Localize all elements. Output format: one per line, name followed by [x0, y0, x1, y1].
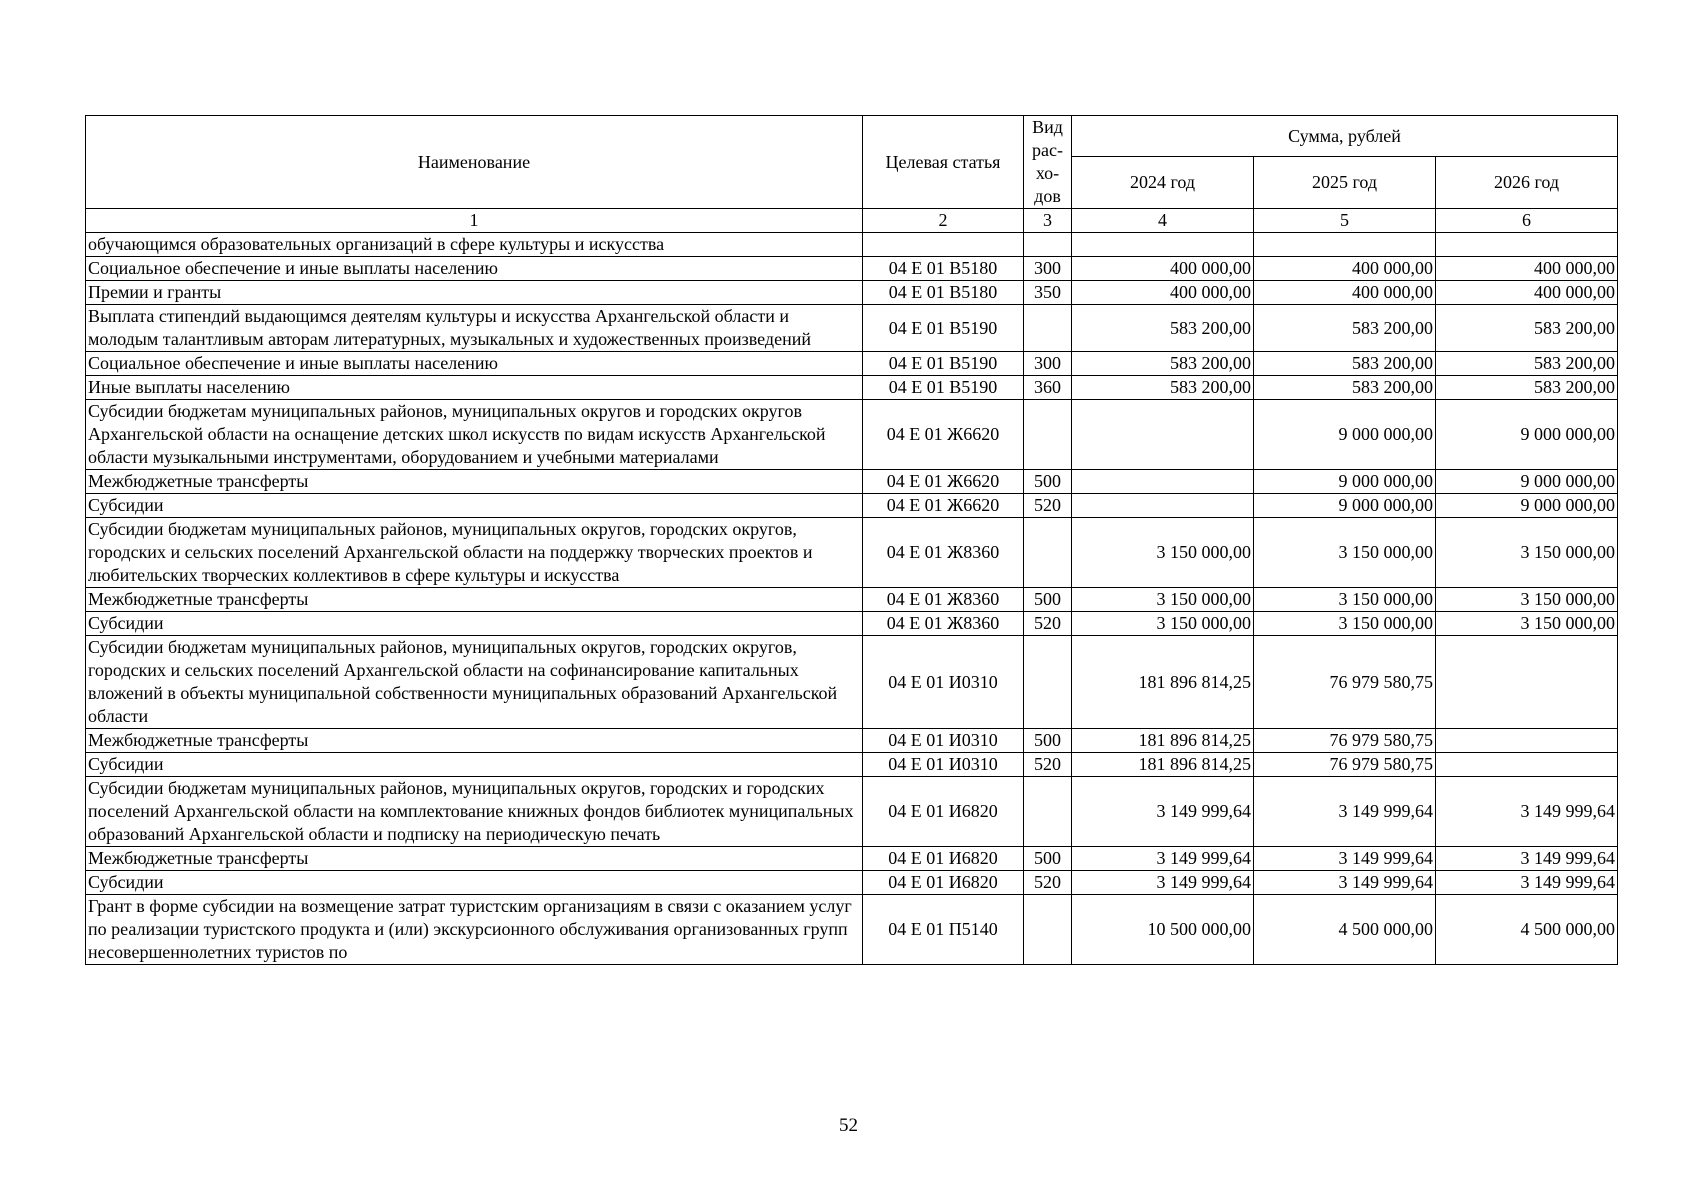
row-amount-2026: 3 150 000,00	[1436, 612, 1618, 636]
row-amount-2025: 9 000 000,00	[1254, 494, 1436, 518]
row-amount-2024: 181 896 814,25	[1072, 753, 1254, 777]
row-expense-kind	[1024, 400, 1072, 470]
row-amount-2024: 10 500 000,00	[1072, 895, 1254, 965]
row-name: Субсидии бюджетам муниципальных районов, муниципальных округов, городских округов, городских и сельских поселений Архангельской области на софинансирование капитальных вложений в объекты муниципальной собственности муниципальных образований Архангельской области	[86, 636, 863, 729]
row-amount-2024: 3 150 000,00	[1072, 518, 1254, 588]
row-expense-kind: 520	[1024, 494, 1072, 518]
row-name: Межбюджетные трансферты	[86, 729, 863, 753]
row-amount-2024: 400 000,00	[1072, 281, 1254, 305]
column-number-row	[86, 209, 1618, 233]
row-name: Выплата стипендий выдающимся деятелям культуры и искусства Архангельской области и молодым талантливым авторам литературных, музыкальных и художественных произведений	[86, 305, 863, 352]
row-name: Субсидии бюджетам муниципальных районов, муниципальных округов и городских округов Архангельской области на оснащение детских школ искусств по видам искусств Архангельской области музыкальными инструментами, оборудованием и учебными материалами	[86, 400, 863, 470]
table-row	[86, 777, 1618, 847]
row-amount-2024: 3 149 999,64	[1072, 777, 1254, 847]
table-row	[86, 376, 1618, 400]
row-amount-2026: 4 500 000,00	[1436, 895, 1618, 965]
row-expense-kind: 360	[1024, 376, 1072, 400]
row-amount-2024: 583 200,00	[1072, 352, 1254, 376]
row-amount-2026	[1436, 753, 1618, 777]
row-amount-2025: 3 150 000,00	[1254, 612, 1436, 636]
budget-table	[85, 115, 1618, 965]
row-expense-kind: 520	[1024, 871, 1072, 895]
row-amount-2025: 583 200,00	[1254, 352, 1436, 376]
row-expense-kind	[1024, 636, 1072, 729]
row-amount-2024: 400 000,00	[1072, 257, 1254, 281]
table-row	[86, 400, 1618, 470]
row-amount-2025: 3 150 000,00	[1254, 588, 1436, 612]
row-name: Субсидии бюджетам муниципальных районов, муниципальных округов, городских и городских поселений Архангельской области на комплектование книжных фондов библиотек муниципальных образований Архангельской области и подписку на периодическую печать	[86, 777, 863, 847]
row-expense-kind: 500	[1024, 847, 1072, 871]
row-expense-kind: 500	[1024, 729, 1072, 753]
row-amount-2026: 3 149 999,64	[1436, 847, 1618, 871]
row-expense-kind	[1024, 305, 1072, 352]
table-row	[86, 352, 1618, 376]
row-target-article: 04 Е 01 И0310	[863, 636, 1024, 729]
table-row	[86, 871, 1618, 895]
row-target-article: 04 Е 01 Ж6620	[863, 494, 1024, 518]
row-expense-kind	[1024, 777, 1072, 847]
table-row	[86, 753, 1618, 777]
column-number: 5	[1254, 209, 1436, 233]
row-amount-2026: 583 200,00	[1436, 352, 1618, 376]
row-name: Межбюджетные трансферты	[86, 847, 863, 871]
row-target-article: 04 Е 01 Ж6620	[863, 400, 1024, 470]
row-name: Грант в форме субсидии на возмещение затрат туристским организациям в связи с оказанием услуг по реализации туристского продукта и (или) экскурсионного обслуживания организованных групп несовершеннолетних туристов по	[86, 895, 863, 965]
table-row	[86, 305, 1618, 352]
row-amount-2024: 583 200,00	[1072, 376, 1254, 400]
row-amount-2026	[1436, 729, 1618, 753]
row-target-article: 04 Е 01 Ж8360	[863, 518, 1024, 588]
row-name: Субсидии	[86, 871, 863, 895]
row-amount-2025	[1254, 233, 1436, 257]
table-row	[86, 470, 1618, 494]
row-amount-2026	[1436, 636, 1618, 729]
table-row	[86, 233, 1618, 257]
table-row	[86, 281, 1618, 305]
row-amount-2026: 3 150 000,00	[1436, 588, 1618, 612]
row-name: Премии и гранты	[86, 281, 863, 305]
row-amount-2024: 181 896 814,25	[1072, 636, 1254, 729]
row-amount-2026: 3 149 999,64	[1436, 871, 1618, 895]
column-number: 3	[1024, 209, 1072, 233]
column-number: 2	[863, 209, 1024, 233]
row-name: Иные выплаты населению	[86, 376, 863, 400]
row-name: Межбюджетные трансферты	[86, 470, 863, 494]
row-amount-2025: 3 149 999,64	[1254, 777, 1436, 847]
row-amount-2025: 3 150 000,00	[1254, 518, 1436, 588]
row-amount-2025: 76 979 580,75	[1254, 729, 1436, 753]
row-amount-2024	[1072, 233, 1254, 257]
row-name: Социальное обеспечение и иные выплаты населению	[86, 257, 863, 281]
row-amount-2024: 3 150 000,00	[1072, 588, 1254, 612]
row-target-article: 04 Е 01 Ж8360	[863, 612, 1024, 636]
row-expense-kind: 300	[1024, 257, 1072, 281]
row-expense-kind: 500	[1024, 588, 1072, 612]
row-target-article: 04 Е 01 И0310	[863, 753, 1024, 777]
table-row	[86, 729, 1618, 753]
header-expense-kind: Вид рас-хо-дов	[1024, 116, 1072, 209]
row-name: обучающимся образовательных организаций в сфере культуры и искусства	[86, 233, 863, 257]
row-amount-2025: 583 200,00	[1254, 305, 1436, 352]
row-amount-2025: 3 149 999,64	[1254, 847, 1436, 871]
row-amount-2024: 181 896 814,25	[1072, 729, 1254, 753]
table-row	[86, 847, 1618, 871]
row-target-article: 04 Е 01 В5180	[863, 281, 1024, 305]
table-row	[86, 257, 1618, 281]
row-expense-kind: 500	[1024, 470, 1072, 494]
header-year-2026: 2026 год	[1436, 157, 1618, 209]
row-amount-2026: 400 000,00	[1436, 257, 1618, 281]
row-expense-kind	[1024, 233, 1072, 257]
row-expense-kind: 520	[1024, 612, 1072, 636]
row-target-article: 04 Е 01 В5190	[863, 376, 1024, 400]
row-amount-2025: 400 000,00	[1254, 281, 1436, 305]
row-amount-2024	[1072, 400, 1254, 470]
row-amount-2024	[1072, 494, 1254, 518]
row-expense-kind: 520	[1024, 753, 1072, 777]
table-row	[86, 588, 1618, 612]
row-amount-2025: 76 979 580,75	[1254, 636, 1436, 729]
row-amount-2024: 583 200,00	[1072, 305, 1254, 352]
table-row	[86, 612, 1618, 636]
row-amount-2025: 400 000,00	[1254, 257, 1436, 281]
row-target-article: 04 Е 01 И6820	[863, 847, 1024, 871]
row-name: Субсидии бюджетам муниципальных районов, муниципальных округов, городских округов, городских и сельских поселений Архангельской области на поддержку творческих проектов и любительских творческих коллективов в сфере культуры и искусства	[86, 518, 863, 588]
row-target-article: 04 Е 01 В5190	[863, 305, 1024, 352]
header-target-article: Целевая статья	[863, 116, 1024, 209]
row-amount-2025: 9 000 000,00	[1254, 470, 1436, 494]
row-name: Субсидии	[86, 753, 863, 777]
row-target-article: 04 Е 01 В5190	[863, 352, 1024, 376]
row-target-article: 04 Е 01 В5180	[863, 257, 1024, 281]
row-amount-2025: 3 149 999,64	[1254, 871, 1436, 895]
row-amount-2026: 3 150 000,00	[1436, 518, 1618, 588]
row-amount-2024: 3 149 999,64	[1072, 847, 1254, 871]
table-row	[86, 895, 1618, 965]
row-target-article	[863, 233, 1024, 257]
header-sum: Сумма, рублей	[1072, 116, 1618, 157]
row-amount-2026: 9 000 000,00	[1436, 400, 1618, 470]
column-number: 6	[1436, 209, 1618, 233]
header-year-2025: 2025 год	[1254, 157, 1436, 209]
row-expense-kind: 300	[1024, 352, 1072, 376]
row-amount-2024: 3 150 000,00	[1072, 612, 1254, 636]
row-amount-2024	[1072, 470, 1254, 494]
table-row	[86, 518, 1618, 588]
row-expense-kind	[1024, 895, 1072, 965]
row-target-article: 04 Е 01 Ж6620	[863, 470, 1024, 494]
row-amount-2026: 9 000 000,00	[1436, 494, 1618, 518]
row-amount-2026: 583 200,00	[1436, 305, 1618, 352]
row-name: Субсидии	[86, 612, 863, 636]
row-name: Социальное обеспечение и иные выплаты населению	[86, 352, 863, 376]
row-name: Межбюджетные трансферты	[86, 588, 863, 612]
row-amount-2026: 583 200,00	[1436, 376, 1618, 400]
row-amount-2025: 76 979 580,75	[1254, 753, 1436, 777]
header-year-2024: 2024 год	[1072, 157, 1254, 209]
row-expense-kind	[1024, 518, 1072, 588]
row-target-article: 04 Е 01 П5140	[863, 895, 1024, 965]
row-amount-2026	[1436, 233, 1618, 257]
row-amount-2024: 3 149 999,64	[1072, 871, 1254, 895]
row-amount-2026: 3 149 999,64	[1436, 777, 1618, 847]
header-name: Наименование	[86, 116, 863, 209]
row-expense-kind: 350	[1024, 281, 1072, 305]
column-number: 1	[86, 209, 863, 233]
column-number: 4	[1072, 209, 1254, 233]
row-amount-2025: 583 200,00	[1254, 376, 1436, 400]
table-row	[86, 494, 1618, 518]
row-amount-2026: 400 000,00	[1436, 281, 1618, 305]
row-target-article: 04 Е 01 И6820	[863, 777, 1024, 847]
row-amount-2025: 9 000 000,00	[1254, 400, 1436, 470]
row-target-article: 04 Е 01 И0310	[863, 729, 1024, 753]
row-target-article: 04 Е 01 Ж8360	[863, 588, 1024, 612]
page-number: 52	[839, 1115, 858, 1136]
row-name: Субсидии	[86, 494, 863, 518]
row-target-article: 04 Е 01 И6820	[863, 871, 1024, 895]
table-row	[86, 636, 1618, 729]
row-amount-2026: 9 000 000,00	[1436, 470, 1618, 494]
row-amount-2025: 4 500 000,00	[1254, 895, 1436, 965]
